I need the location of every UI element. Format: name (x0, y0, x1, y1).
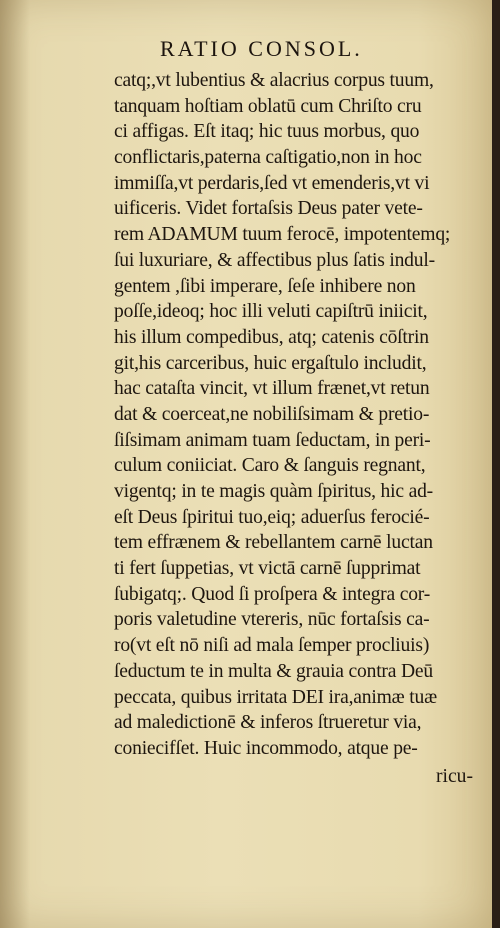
page-edge (492, 0, 500, 928)
text-line: git,his carceribus, huic ergaſtulo includit, (114, 352, 427, 374)
text-line: tem effrænem & rebellantem carnē luctan (114, 532, 433, 554)
text-line: rem ADAMUM tuum ferocē, impotentemq; (114, 224, 451, 246)
text-line: vigentq; in te magis quàm ſpiritus, hic ad- (114, 481, 433, 502)
text-line: immiſſa,vt perdaris,ſed vt emenderis,vt vi (114, 172, 430, 194)
text-line: culum coniiciat. Caro & ſanguis regnant, (114, 455, 426, 477)
text-line: eſt Deus ſpiritui tuo,eiq; aduerſus ferocié- (114, 506, 430, 528)
catchword: ricu- (436, 766, 473, 787)
text-line: ſiſsimam animam tuam ſeductam, in peri- (114, 429, 431, 451)
text-line: poris valetudine vtereris, nūc fortaſsis ca- (114, 609, 430, 631)
text-line: ti fert ſuppetias, vt victā carnē ſupprimat (114, 558, 421, 580)
text-line: peccata, quibus irritata DEI ira,animæ tuæ (114, 686, 437, 708)
text-line: ſui luxuriare, & affectibus plus ſatis indul- (114, 249, 435, 271)
text-line: ci affigas. Eſt itaq; hic tuus morbus, quo (114, 121, 420, 143)
text-line: ſeductum te in multa & grauia contra Deū (114, 660, 433, 682)
text-line: ro(vt eſt nō niſi ad mala ſemper procliuis) (114, 635, 430, 657)
text-line: ſubigatq;. Quod ſi proſpera & integra cor- (114, 583, 431, 605)
text-line: coniecifſet. Huic incommodo, atque pe- (114, 737, 418, 759)
text-line: his illum compedibus, atq; catenis cōſtrin (114, 326, 429, 348)
text-line: uificeris. Videt fortaſsis Deus pater vete- (114, 198, 423, 220)
text-line: dat & coerceat,ne nobiliſsimam & pretio- (114, 403, 430, 425)
body-text (114, 68, 492, 762)
gutter-shadow (0, 0, 30, 928)
running-head: RATIO CONSOL. (160, 36, 363, 61)
text-line: hac cataſta vincit, vt illum frænet,vt retun (114, 378, 430, 400)
text-line: poſſe,ideoq; hoc illi veluti capiſtrū iniicit, (114, 301, 428, 323)
text-line: catq;,vt lubentius & alacrius corpus tuum, (114, 70, 434, 91)
text-line: conflictaris,paterna caſtigatio,non in hoc (114, 147, 422, 169)
text-line: tanquam hoſtiam oblatū cum Chriſto cru (114, 95, 422, 117)
text-line: ad maledictionē & inferos ſtrueretur via, (114, 712, 422, 734)
text-line: gentem ,ſibi imperare, ſeſe inhibere non (114, 275, 416, 297)
